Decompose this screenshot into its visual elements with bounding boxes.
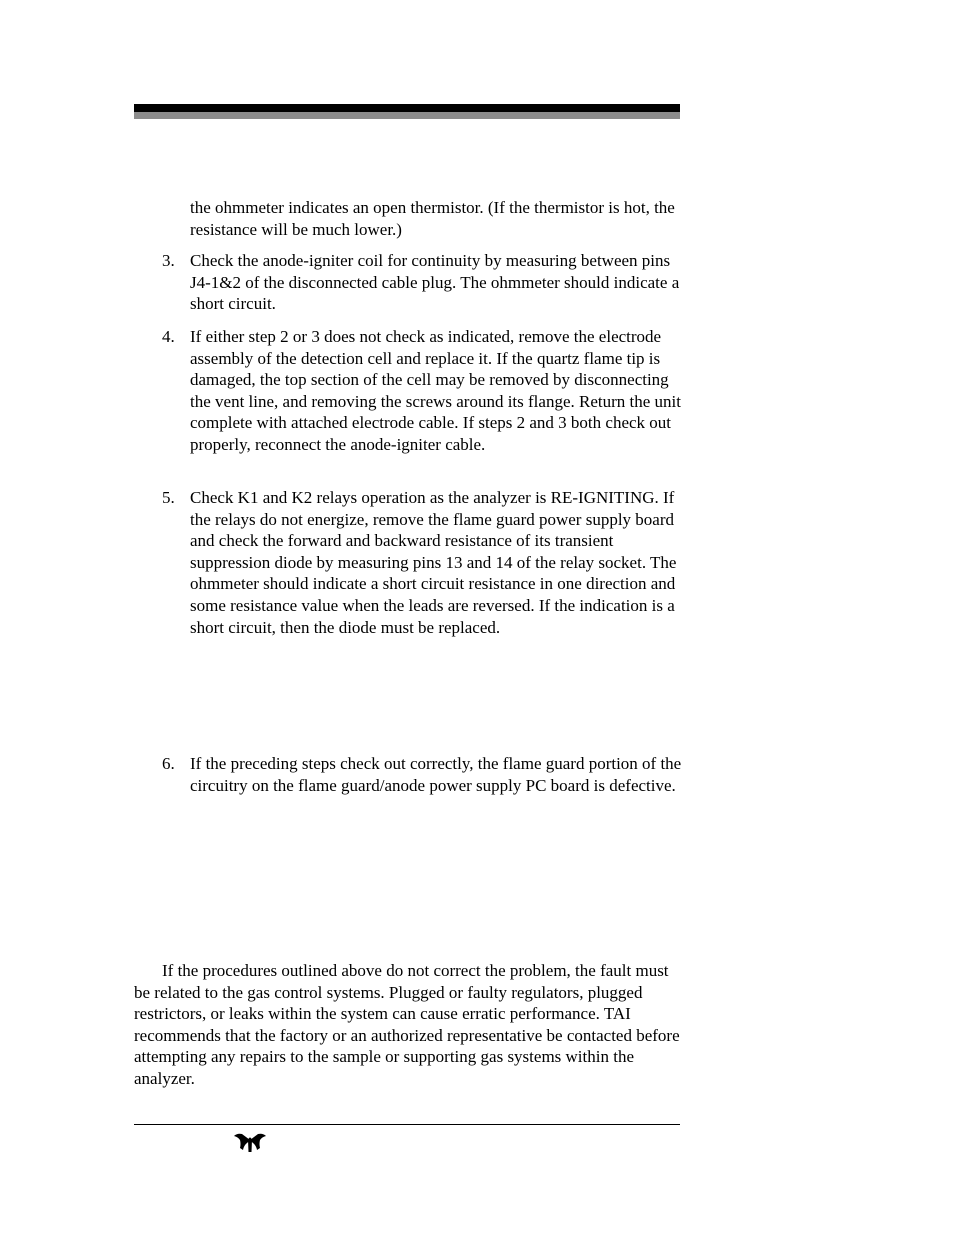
step-number: 6. bbox=[162, 754, 175, 773]
step-number: 4. bbox=[162, 327, 175, 346]
step-text: If the preceding steps check out correctly, the flame guard portion of the circuitry on the flame guard/anode power supply PC board is defective. bbox=[190, 754, 682, 795]
step-text: If either step 2 or 3 does not check as indicated, remove the electrode assembly of the detection cell and replace it. If the quartz flame tip is damaged, the top section of the cell may be removed by disconnecting the vent line, and removing the screws around its flange. Return the unit complete with attached electrode cable. If steps 2 and 3 both check out properly, reconnect the anode-igniter cable. bbox=[190, 327, 681, 454]
header-rule-black bbox=[134, 104, 680, 112]
footer-rule bbox=[134, 1124, 680, 1125]
step-number: 5. bbox=[162, 488, 175, 507]
teledyne-logo-icon bbox=[232, 1131, 268, 1153]
continuation-paragraph: the ohmmeter indicates an open thermistor. (If the thermistor is hot, the resistance will be much lower.) bbox=[190, 198, 675, 239]
step-number: 3. bbox=[162, 251, 175, 270]
step-text: Check the anode-igniter coil for continuity by measuring between pins J4-1&2 of the disconnected cable plug. The ohmmeter should indicate a short circuit. bbox=[190, 251, 680, 314]
closing-paragraph: If the procedures outlined above do not correct the problem, the fault must be related to the gas control systems. Plugged or faulty regulators, plugged restrictors, or leaks within the system can cause erratic performance. TAI recommends that the factory or an authorized representative be contacted before attempting any repairs to the sample or supporting gas systems within the analyzer. bbox=[134, 961, 680, 1088]
header-rule-gray bbox=[134, 112, 680, 119]
step-text: Check K1 and K2 relays operation as the analyzer is RE-IGNITING. If the relays do not energize, remove the flame guard power supply board and check the forward and backward resistance of its transient suppression diode by measuring pins 13 and 14 of the relay socket. The ohmmeter should indicate a short circuit resistance in one direction and some resistance value when the leads are reversed. If the indication is a short circuit, then the diode must be replaced. bbox=[190, 488, 677, 637]
